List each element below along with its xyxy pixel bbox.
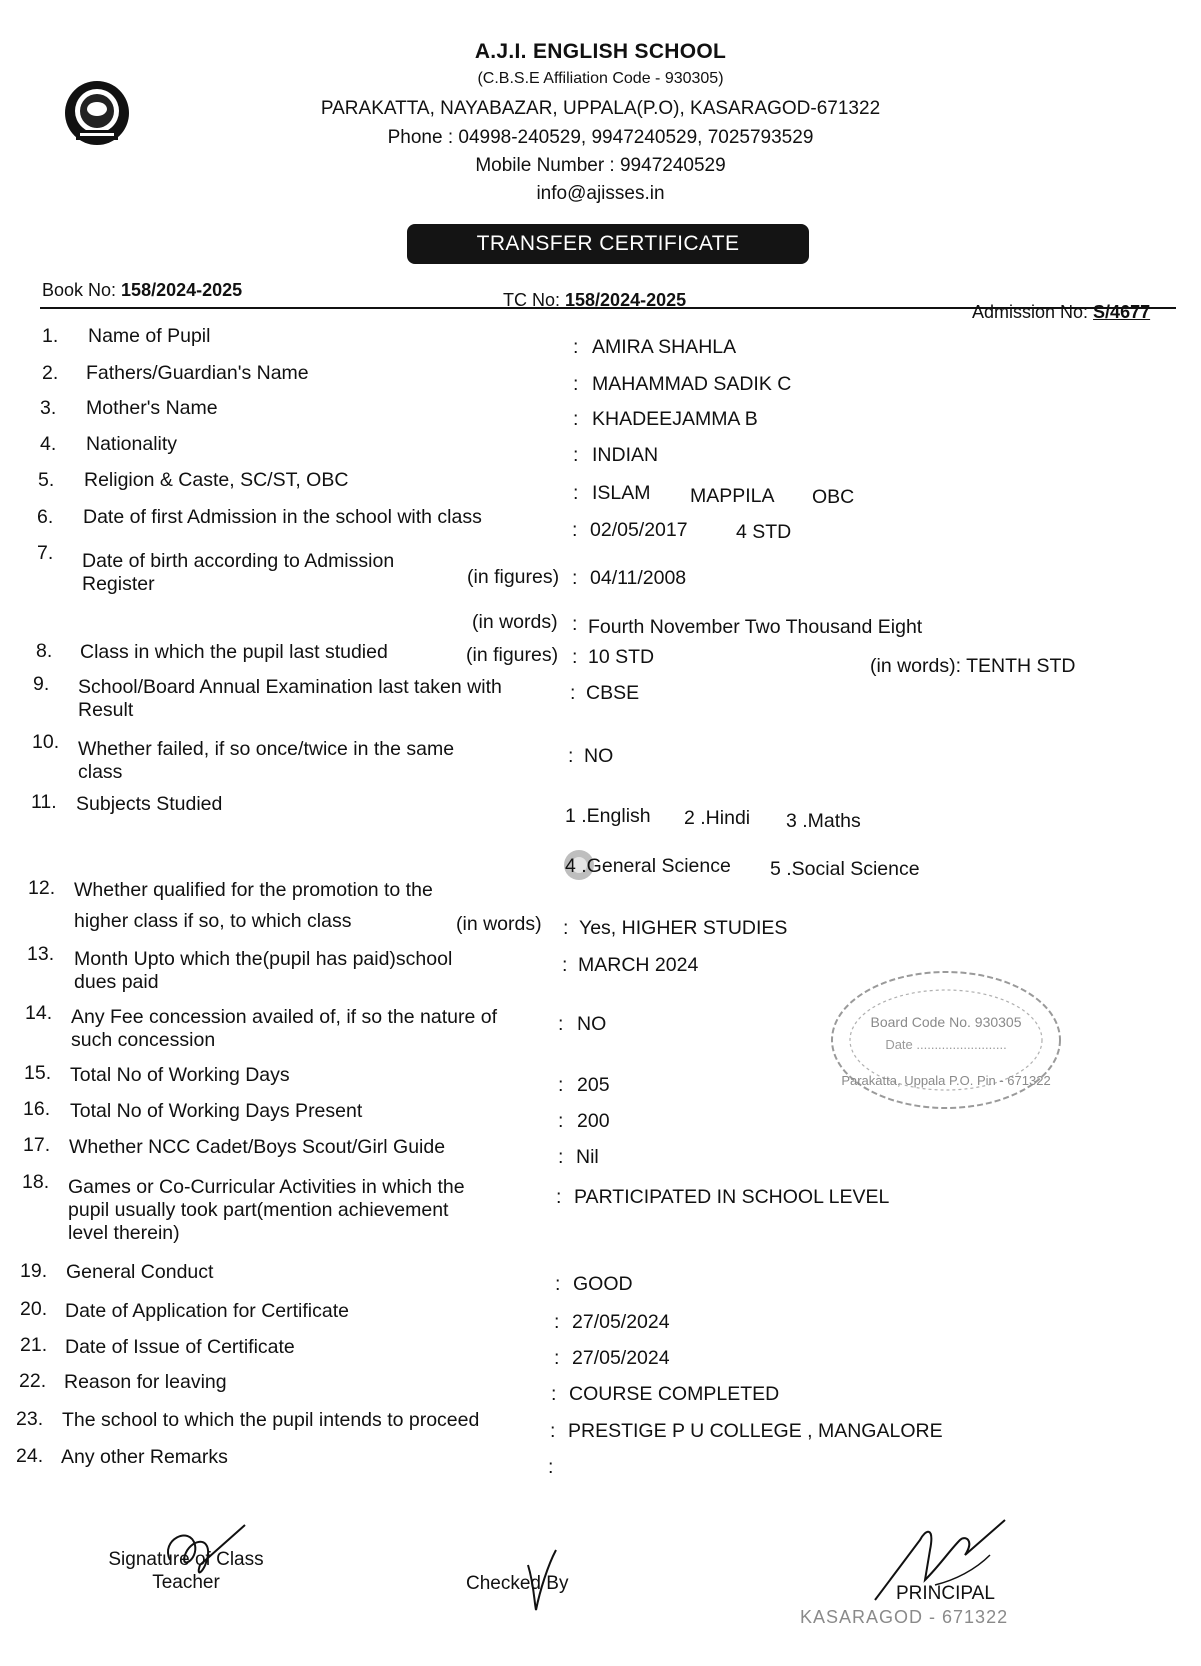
field-label-next-school: The school to which the pupil intends to proceed [62,1409,480,1431]
field-number: 22. [19,1370,47,1392]
field-number: 17. [23,1134,51,1156]
field-number: 1. [42,325,59,347]
subject-2: 2 .Hindi [684,807,751,829]
field-value-name: AMIRA SHAHLA [592,336,737,358]
teacher-signature-label: Signature of Class Teacher [108,1549,264,1593]
tc-number: TC No: 158/2024-2025 [503,290,687,310]
field-number: 21. [20,1334,48,1356]
field-number: 19. [20,1260,48,1282]
school-mobile: Mobile Number : 9947240529 [475,155,726,176]
subject-5: 5 .Social Science [770,858,920,880]
in-words-label: (in words) [456,913,542,935]
field-value-caste: MAPPILA [690,485,775,507]
field-value-activities: PARTICIPATED IN SCHOOL LEVEL [574,1186,890,1208]
field-value-admission-date: 02/05/2017 [590,519,688,541]
field-value-reason: COURSE COMPLETED [569,1383,780,1405]
field-label-guardian: Fathers/Guardian's Name [86,362,309,384]
field-label-last-class: Class in which the pupil last studied [80,641,388,663]
field-label-promotion-2: higher class if so, to which class [74,910,352,932]
field-value-issue-date: 27/05/2024 [572,1347,670,1369]
field-number: 8. [36,640,53,662]
field-value-promotion: Yes, HIGHER STUDIES [579,917,788,939]
field-label-subjects: Subjects Studied [76,793,223,815]
field-number: 5. [38,469,55,491]
principal-label: PRINCIPAL [896,1583,995,1604]
field-value-nationality: INDIAN [592,444,659,466]
field-value-guardian: MAHAMMAD SADIK C [592,373,792,395]
field-label-issue-date: Date of Issue of Certificate [65,1336,295,1358]
field-label-activities: Games or Co-Curricular Activities in which the pupil usually took part(mention achievement level therein) [68,1176,465,1244]
field-label-mother: Mother's Name [86,397,218,419]
field-number: 24. [16,1445,44,1467]
in-words-label: (in words) [472,611,558,633]
field-value-exam: CBSE [586,682,640,704]
subject-3: 3 .Maths [786,810,861,832]
subject-1: 1 .English [565,805,651,827]
field-label-exam: School/Board Annual Examination last taken with Result [78,676,502,721]
field-value-application-date: 27/05/2024 [572,1311,670,1333]
field-number: 9. [33,673,50,695]
field-number: 11. [31,791,57,813]
field-value-working-days: 205 [577,1074,610,1096]
school-name: A.J.I. ENGLISH SCHOOL [474,40,727,63]
field-label-remarks: Any other Remarks [61,1446,228,1468]
field-value-category: OBC [812,486,855,508]
field-value-admission-class: 4 STD [736,521,792,543]
field-label-application-date: Date of Application for Certificate [65,1300,349,1322]
field-number: 14. [25,1002,53,1024]
field-value-mother: KHADEEJAMMA B [592,408,758,430]
school-stamp-icon [826,965,1066,1115]
in-figures-label: (in figures) [467,566,560,588]
field-value-dues: MARCH 2024 [578,954,699,976]
affiliation-code: (C.B.S.E Affiliation Code - 930305) [477,70,724,87]
field-number: 2. [42,362,59,384]
field-label-days-present: Total No of Working Days Present [70,1100,363,1122]
field-number: 4. [40,433,57,455]
field-number: 12. [28,877,56,899]
field-number: 10. [32,731,60,753]
stamp-line-1: Board Code No. 930305 [870,1014,1022,1030]
field-label-reason: Reason for leaving [64,1371,227,1393]
stamp-line-2: Date ......................... [885,1037,1007,1052]
field-label-conduct: General Conduct [66,1261,214,1283]
in-figures-label: (in figures) [466,644,559,666]
subject-4: 4 .General Science [565,855,731,877]
school-address: PARAKATTA, NAYABAZAR, UPPALA(P.O), KASARAGOD-671322 [320,98,881,119]
field-label-nationality: Nationality [86,433,178,455]
field-label-name: Name of Pupil [88,325,211,347]
field-value-dob-words: Fourth November Two Thousand Eight [588,616,923,638]
school-email: info@ajisses.in [536,183,665,204]
field-value-dob-figures: 04/11/2008 [590,567,687,589]
field-number: 13. [27,943,55,965]
field-label-dues: Month Upto which the(pupil has paid)school dues paid [74,948,453,993]
field-number: 20. [20,1298,48,1320]
header-rule [40,307,1176,309]
field-label-promotion-1: Whether qualified for the promotion to the [74,879,433,901]
field-value-ncc: Nil [576,1146,599,1168]
field-label-ncc: Whether NCC Cadet/Boys Scout/Girl Guide [69,1136,446,1158]
field-number: 18. [22,1171,50,1193]
field-value-failed: NO [584,745,614,767]
field-number: 15. [24,1062,52,1084]
field-label-working-days: Total No of Working Days [70,1064,290,1086]
field-value-conduct: GOOD [573,1273,633,1295]
field-value-last-class-words: (in words): TENTH STD [870,655,1076,677]
stamp-line-3: Parakatta, Uppala P.O. Pin - 671322 [841,1073,1051,1088]
field-value-days-present: 200 [577,1110,610,1132]
field-value-religion: ISLAM [592,482,651,504]
principal-seal-text: KASARAGOD - 671322 [800,1607,1009,1627]
field-label-dob: Date of birth according to Admission Register [82,550,395,595]
field-label-failed: Whether failed, if so once/twice in the same class [78,738,455,783]
field-number: 6. [37,506,54,528]
field-number: 7. [37,542,54,564]
field-label-religion: Religion & Caste, SC/ST, OBC [84,469,349,491]
field-number: 16. [23,1098,51,1120]
field-label-concession: Any Fee concession availed of, if so the nature of such concession [71,1006,498,1051]
field-label-first-admission: Date of first Admission in the school with class [83,506,482,528]
book-number: Book No: 158/2024-2025 [42,280,243,300]
checked-by-label: Checked By [466,1573,569,1594]
field-value-next-school: PRESTIGE P U COLLEGE , MANGALORE [568,1420,943,1442]
field-value-concession: NO [577,1013,607,1035]
school-phone: Phone : 04998-240529, 9947240529, 7025793529 [387,127,814,148]
certificate-title: TRANSFER CERTIFICATE [407,224,809,264]
field-number: 23. [16,1408,44,1430]
field-value-last-class-figures: 10 STD [588,646,655,668]
admission-number: Admission No: S/4677 [972,302,1151,322]
field-number: 3. [40,397,57,419]
